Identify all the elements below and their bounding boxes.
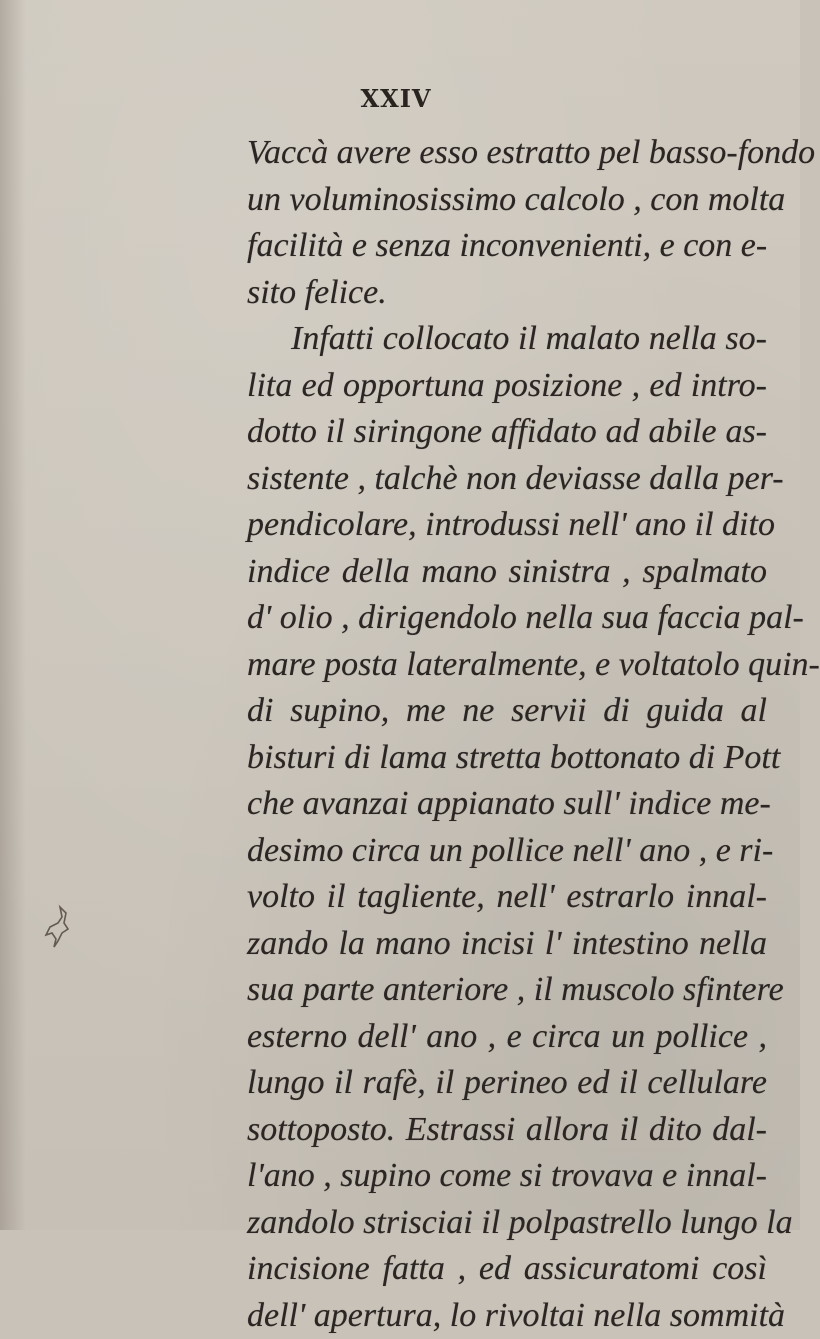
text-line: zandolo strisciai il polpastrello lungo la — [247, 1200, 767, 1247]
text-line: facilità e senza inconvenienti, e con e- — [247, 223, 767, 270]
text-line: desimo circa un pollice nell' ano , e ri- — [247, 828, 767, 875]
text-line: sua parte anteriore , il muscolo sfintere — [247, 967, 767, 1014]
page-gutter-shadow — [0, 0, 26, 1230]
text-line: zando la mano incisi l' intestino nella — [247, 921, 767, 968]
text-line: sottoposto. Estrassi allora il dito dal- — [247, 1107, 767, 1154]
text-line: sito felice. — [247, 270, 767, 317]
text-line: d' olio , dirigendolo nella sua faccia pal- — [247, 595, 767, 642]
text-line: l'ano , supino come si trovava e innal- — [247, 1153, 767, 1200]
text-line: lita ed opportuna posizione , ed intro- — [247, 363, 767, 410]
page-number: XXIV — [356, 84, 436, 113]
text-line: esterno dell' ano , e circa un pollice , — [247, 1014, 767, 1061]
text-line: bisturi di lama stretta bottonato di Pott — [247, 735, 767, 782]
text-line: mare posta lateralmente, e voltatolo quin- — [247, 642, 767, 689]
text-line: di supino, me ne servii di guida al — [247, 688, 767, 735]
ink-blot-mark — [40, 905, 76, 949]
text-line: pendicolare, introdussi nell' ano il dito — [247, 502, 767, 549]
text-line: un voluminosissimo calcolo , con molta — [247, 177, 767, 224]
text-line: indice della mano sinistra , spalmato — [247, 549, 767, 596]
text-line: volto il tagliente, nell' estrarlo innal- — [247, 874, 767, 921]
text-line: lungo il rafè, il perineo ed il cellulare — [247, 1060, 767, 1107]
text-line: sistente , talchè non deviasse dalla per- — [247, 456, 767, 503]
text-line: incisione fatta , ed assicuratomi così — [247, 1246, 767, 1293]
text-line: dell' apertura, lo rivoltai nella sommità — [247, 1293, 767, 1339]
text-line: Vaccà avere esso estratto pel basso-fondo — [247, 130, 767, 177]
text-line: dotto il siringone affidato ad abile as- — [247, 409, 767, 456]
text-line: che avanzai appianato sull' indice me- — [247, 781, 767, 828]
paragraph-start-line: Infatti collocato il malato nella so- — [247, 316, 767, 363]
body-text — [247, 130, 767, 1339]
